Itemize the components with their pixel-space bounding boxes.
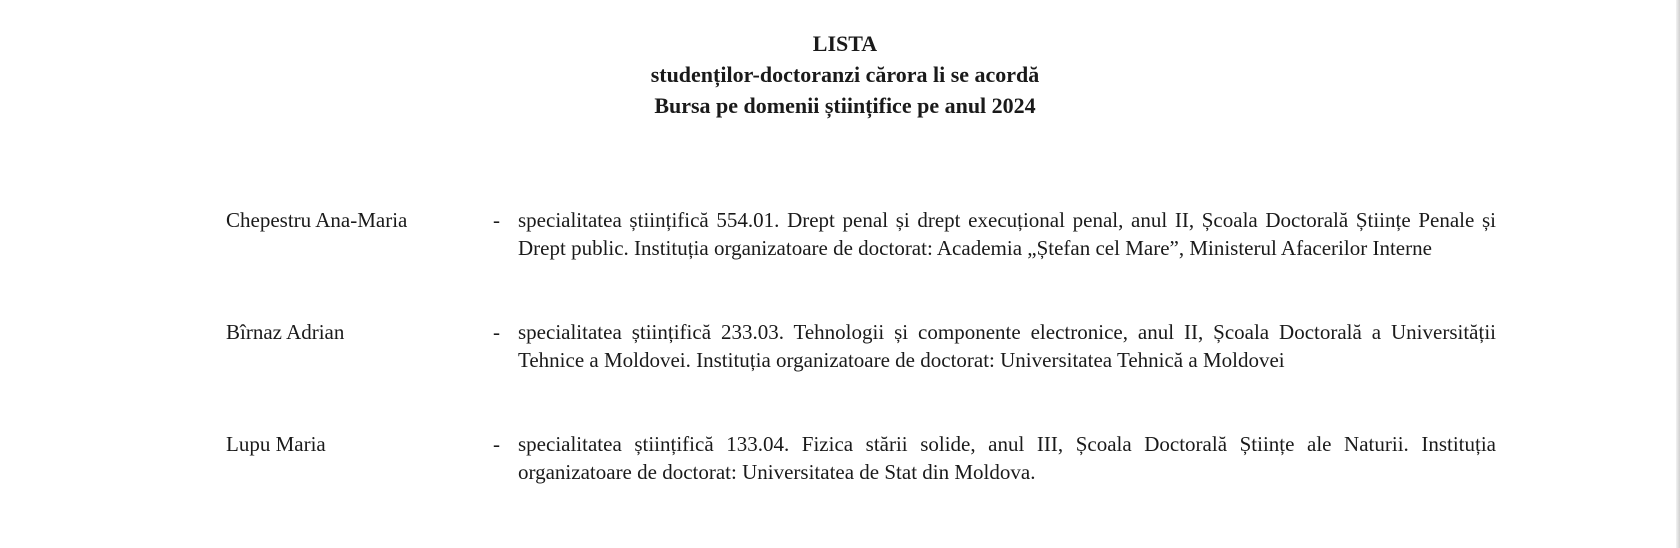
entry-dash: - (493, 208, 500, 232)
student-name: Chepestru Ana-Maria (226, 208, 408, 232)
entry-dash: - (493, 432, 500, 456)
student-name: Bîrnaz Adrian (226, 320, 345, 344)
student-name: Lupu Maria (226, 432, 326, 456)
document-header (0, 28, 1680, 121)
header-subtitle: studenților-doctoranzi cărora li se acordă (650, 62, 1040, 87)
header-title: LISTA (812, 31, 878, 56)
entry-dash: - (493, 320, 500, 344)
student-description: specialitatea științifică 233.03. Tehnologii și componente electronice, anul II, Școala Doctorală a Universității Tehnice a Moldovei. Instituția organizatoare de doctorat: Universitatea Tehnică a Moldovei (518, 320, 1496, 372)
student-description: specialitatea științifică 554.01. Drept penal și drept execuțional penal, anul II, Școala Doctorală Științe Penale și Drept public. Instituția organizatoare de doctorat: Academia „Ștefan cel Mare”, Ministerul Afacerilor Interne (518, 208, 1496, 260)
header-scholarship-title: Bursa pe domenii științifice pe anul 2024 (654, 93, 1036, 118)
student-description: specialitatea științifică 133.04. Fizica stării solide, anul III, Școala Doctorală Științe ale Naturii. Instituția organizatoare de doctorat: Universitatea de Stat din Moldova. (518, 432, 1496, 484)
